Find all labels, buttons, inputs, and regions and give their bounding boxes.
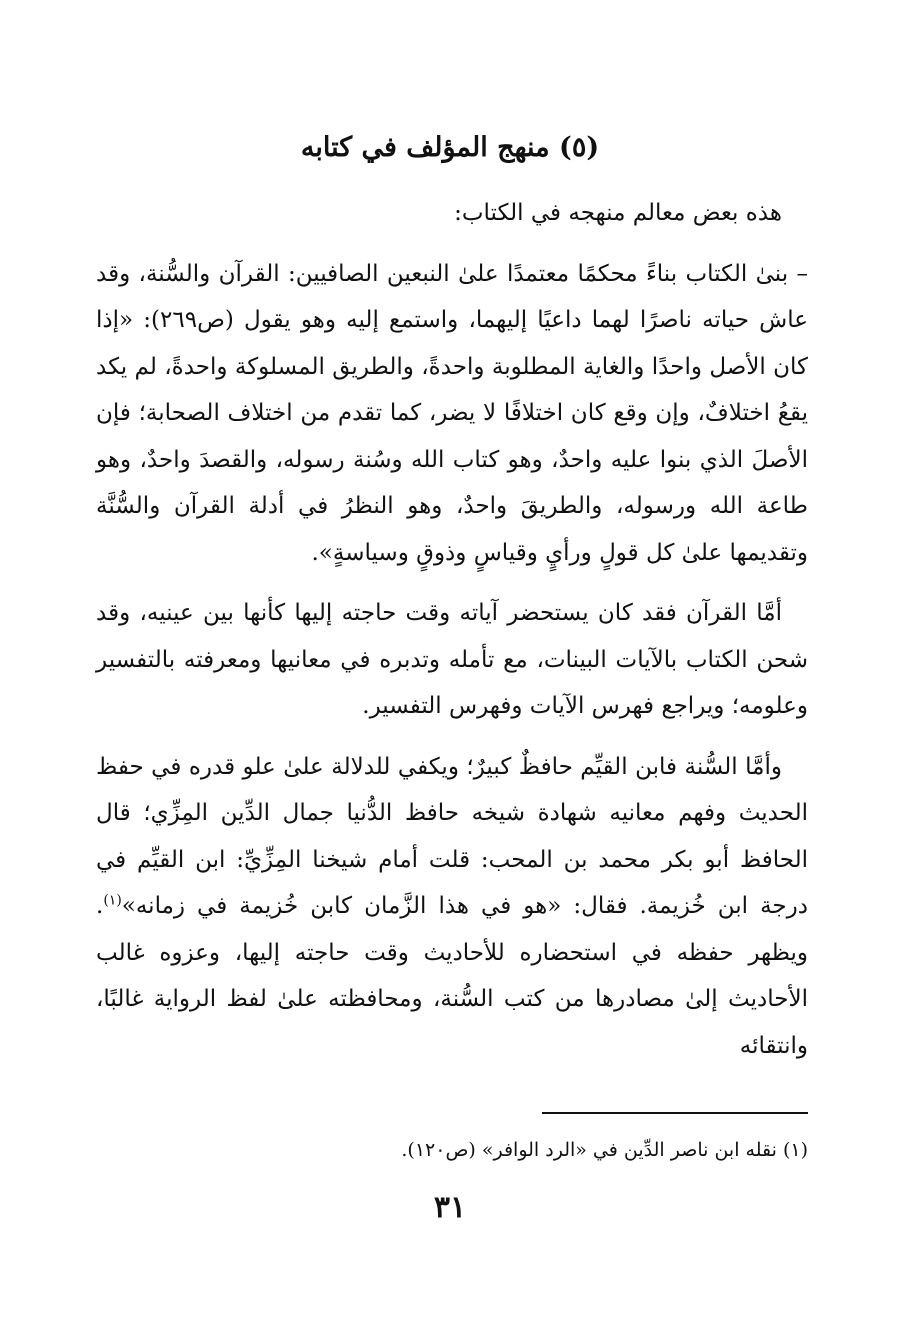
section-heading: (٥) منهج المؤلف في كتابه <box>300 132 600 163</box>
paragraph-sunnah-text-after: . ويظهر حفظه في استحضاره للأحاديث وقت حاجته إليها، وعزوه غالب الأحاديث إلىٰ مصادرها من كتب السُّنة، ومحافظته علىٰ لفظ الرواية غالبًا، وانتقائه <box>96 893 808 1059</box>
paragraph-sunnah-text-before: وأمَّا السُّنة فابن القيِّم حافظٌ كبيرٌ؛ ويكفي للدلالة علىٰ علو قدره في حفظ الحديث وفهم معانيه شهادة شيخه حافظ الدُّنيا جمال الدِّين المِزِّي؛ قال الحافظ أبو بكر محمد بن المحب: قلت أمام شيخنا المِزِّيِّ: ابن القيِّم في درجة ابن خُزيمة. فقال: «هو في هذا الزَّمان كابن خُزيمة في زمانه» <box>96 753 808 919</box>
intro-line: هذه بعض معالم منهجه في الكتاب: <box>454 200 782 226</box>
footnote: (١) نقله ابن ناصر الدِّين في «الرد الوافر» (ص١٢٠). <box>401 1139 808 1161</box>
paragraph-method-foundation: – بنىٰ الكتاب بناءً محكمًا معتمدًا علىٰ النبعين الصافيين: القرآن والسُّنة، وقد عاش حياته ناصرًا لهما داعيًا إليهما، واستمع إليه وهو يقول (ص٢٦٩): «إذا كان الأصل واحدًا والغاية المطلوبة واحدةً، والطريق المسلوكة واحدةً، لم يكد يقعُ اختلافٌ، وإن وقع كان اختلافًا لا يضر، كما تقدم من اختلاف الصحابة؛ فإن الأصلَ الذي بنوا عليه واحدٌ، وهو كتاب الله وسُنة رسوله، والقصدَ واحدٌ، وهو طاعة الله ورسوله، والطريقَ واحدٌ، وهو النظرُ في أدلة القرآن والسُّنَّة وتقديمها علىٰ كل قولٍ ورأيٍ وقياسٍ وذوقٍ وسياسةٍ». <box>96 260 808 566</box>
footnote-divider <box>542 1112 808 1114</box>
footnote-reference[interactable]: (١) <box>103 892 122 909</box>
paragraph-sunnah <box>96 744 808 1070</box>
paragraph-quran: أمَّا القرآن فقد كان يستحضر آياته وقت حاجته إليها كأنها بين عينيه، وقد شحن الكتاب بالآيات البينات، مع تأمله وتدبره في معانيها ومعرفته بالتفسير وعلومه؛ ويراجع فهرس الآيات وفهرس التفسير. <box>96 600 808 719</box>
body-text <box>96 190 808 1083</box>
page-number: ٣١ <box>433 1190 467 1225</box>
